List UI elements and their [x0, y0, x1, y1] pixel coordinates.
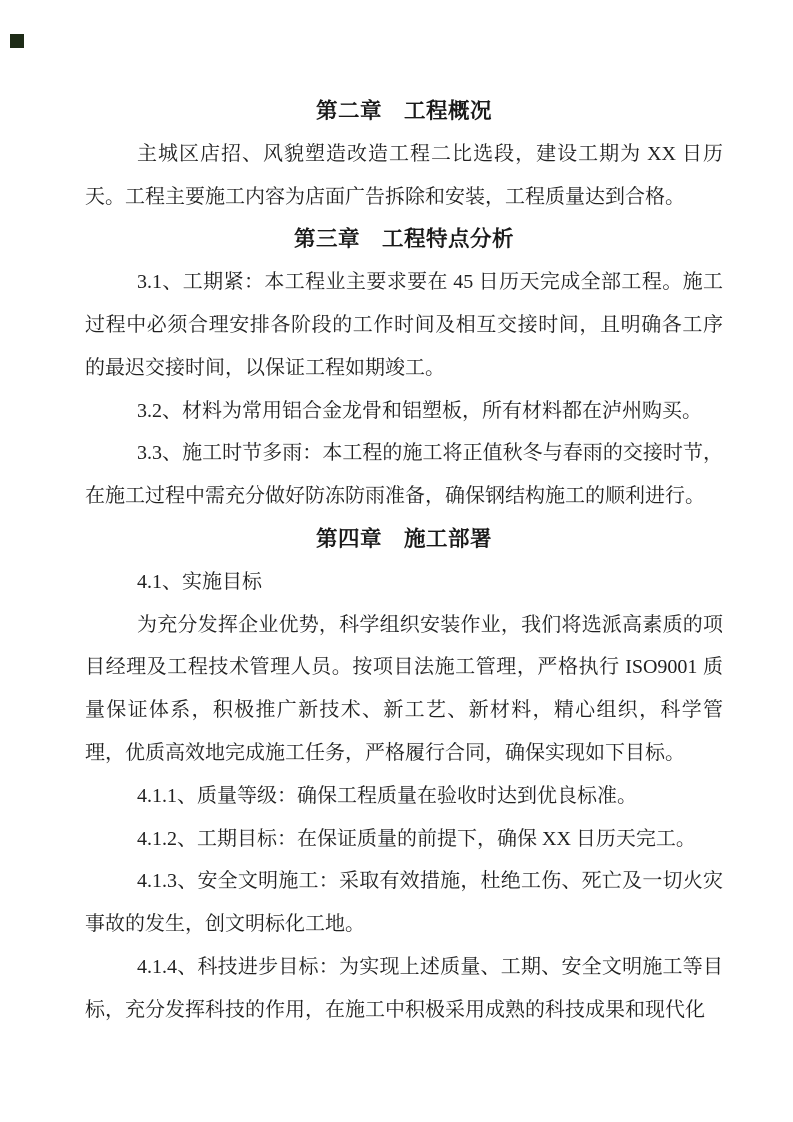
section-4-1-3-paragraph: 4.1.3、安全文明施工：采取有效措施，杜绝工伤、死亡及一切火灾事故的发生，创文明标化工地。 — [85, 870, 723, 936]
chapter-4-heading: 第四章 施工部署 — [315, 526, 492, 551]
section-4-1-paragraph: 为充分发挥企业优势，科学组织安装作业，我们将选派高素质的项目经理及工程技术管理人员。按项目法施工管理，严格执行 ISO9001 质量保证体系，积极推广新技术、新工艺、新材料，精心组织，科学管理，优质高效地完成施工任务，严格履行合同，确保实现如下目标。 — [85, 613, 723, 764]
chapter-3-heading: 第三章 工程特点分析 — [293, 227, 514, 252]
section-4-1-subheading: 4.1、实施目标 — [137, 570, 262, 593]
chapter-2-overview-paragraph: 主城区店招、风貌塑造改造工程二比选段，建设工期为 XX 日历天。工程主要施工内容为店面广告拆除和安装，工程质量达到合格。 — [85, 142, 723, 208]
document-body — [85, 90, 723, 1032]
corner-marker — [10, 34, 24, 48]
section-4-1-2-paragraph: 4.1.2、工期目标：在保证质量的前提下，确保 XX 日历天完工。 — [137, 827, 696, 850]
chapter-2-heading: 第二章 工程概况 — [315, 99, 492, 123]
section-3-3-paragraph: 3.3、施工时节多雨：本工程的施工将正值秋冬与春雨的交接时节，在施工过程中需充分做好防冻防雨准备，确保钢结构施工的顺利进行。 — [85, 442, 723, 508]
section-4-1-1-paragraph: 4.1.1、质量等级：确保工程质量在验收时达到优良标准。 — [137, 784, 637, 807]
section-4-1-4-paragraph: 4.1.4、科技进步目标：为实现上述质量、工期、安全文明施工等目标，充分发挥科技的作用，在施工中积极采用成熟的科技成果和现代化 — [85, 955, 723, 1021]
section-3-1-paragraph: 3.1、工期紧：本工程业主要求要在 45 日历天完成全部工程。施工过程中必须合理安排各阶段的工作时间及相互交接时间，且明确各工序的最迟交接时间，以保证工程如期竣工。 — [85, 271, 723, 379]
section-3-2-paragraph: 3.2、材料为常用铝合金龙骨和铝塑板，所有材料都在泸州购买。 — [137, 399, 702, 422]
